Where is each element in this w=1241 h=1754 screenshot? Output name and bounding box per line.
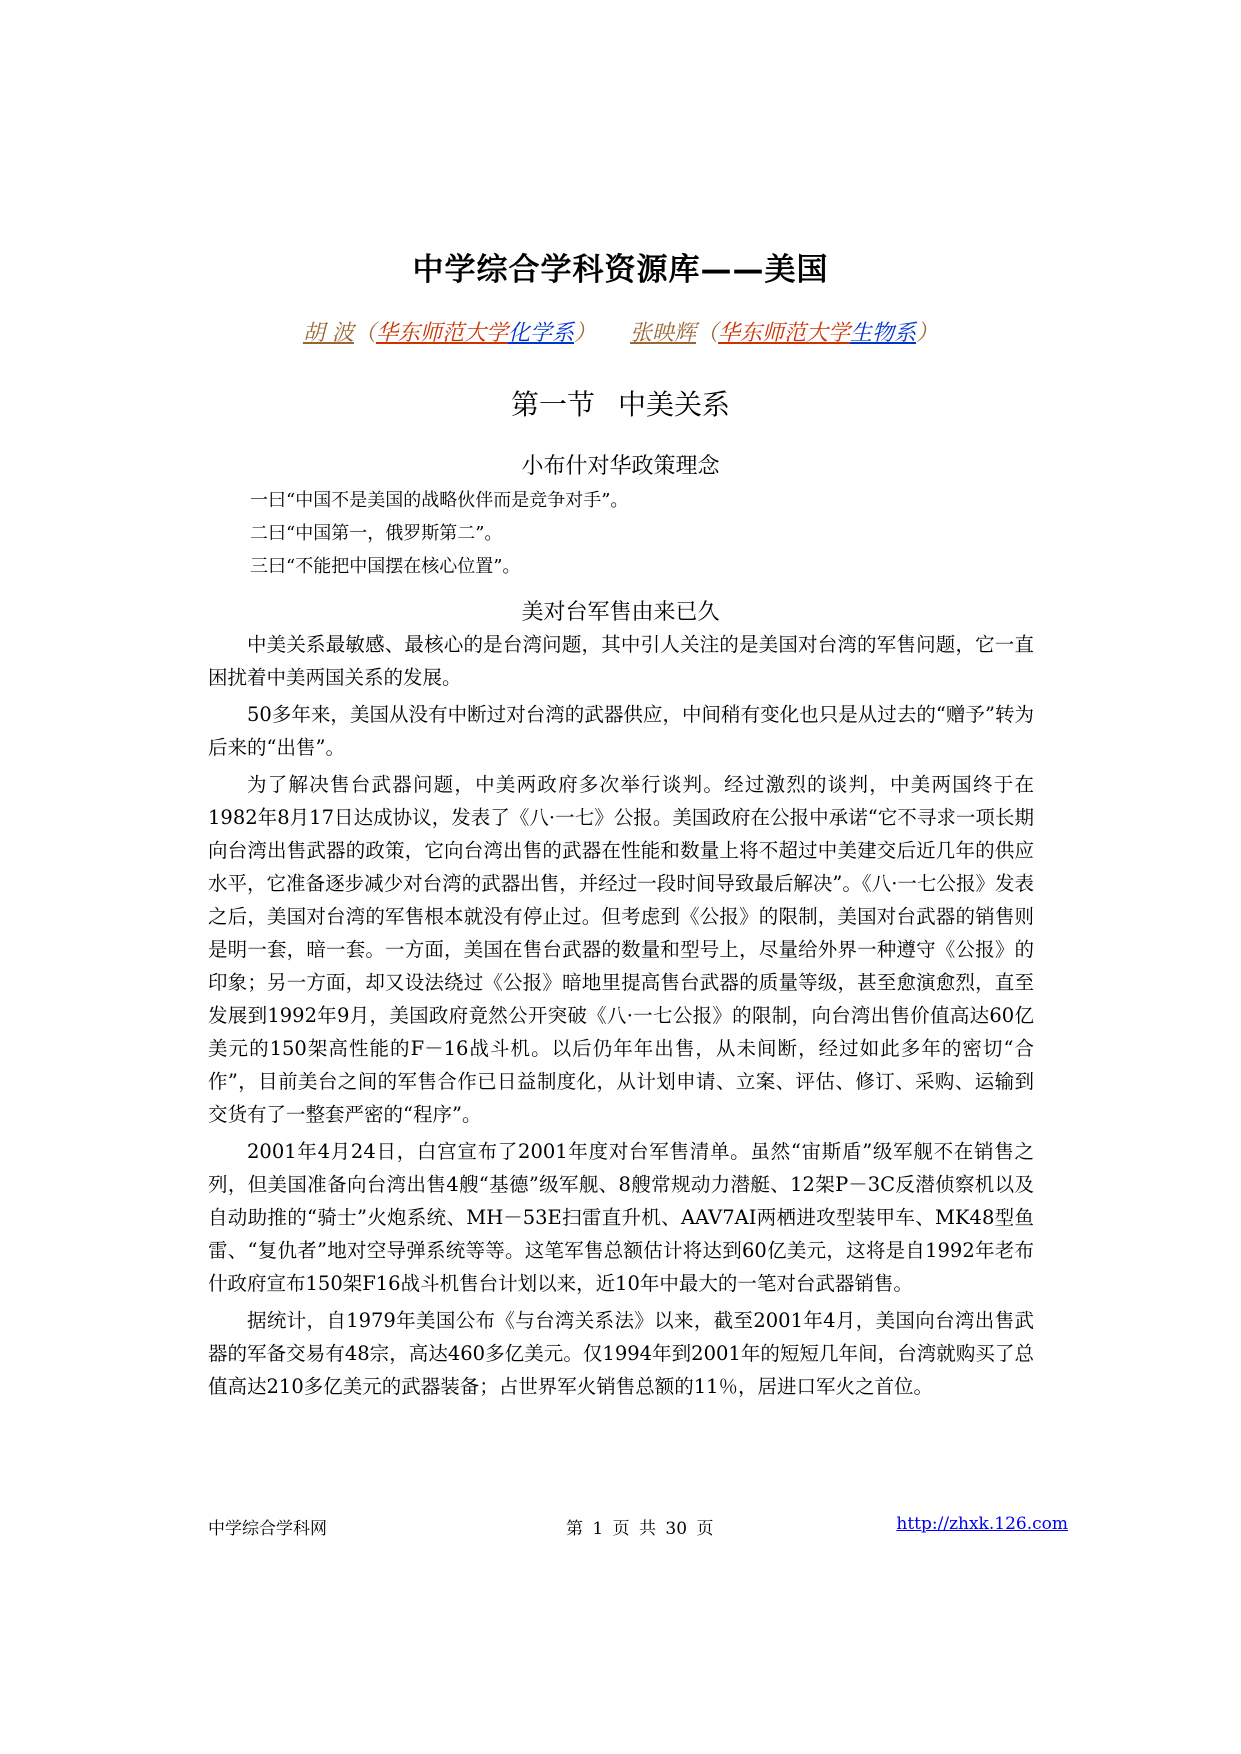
body-text bbox=[208, 628, 1034, 1407]
policy-item: 三曰“不能把中国摆在核心位置”。 bbox=[250, 556, 521, 577]
author2-name[interactable]: 张映辉 bbox=[629, 321, 696, 346]
author2-paren-open: （ bbox=[696, 321, 719, 346]
author2-organization[interactable]: 华东师范大学 bbox=[718, 321, 851, 346]
section-title: 第一节 中美关系 bbox=[511, 388, 730, 421]
paragraph: 50多年来，美国从没有中断过对台湾的武器供应，中间稍有变化也只是从过去的“赠予”转为后来的“出售”。 bbox=[208, 703, 1034, 759]
author2-paren-close: ） bbox=[916, 321, 939, 346]
footer-site-link[interactable]: http://zhxk.126.com bbox=[896, 1514, 1068, 1534]
subsection-heading-policy: 小布什对华政策理念 bbox=[521, 454, 720, 479]
policy-list bbox=[250, 484, 1050, 583]
paragraph: 2001年4月24日，白宫宣布了2001年度对台军售清单。虽然“宙斯盾”级军舰不在销售之列，但美国准备向台湾出售4艘“基德”级军舰、8艘常规动力潜艇、12架P－3C反潜侦察机以及自动助推的“骑士”火炮系统、MH－53E扫雷直升机、AAV7AI两栖进攻型装甲车、MK48型鱼雷、“复仇者”地对空导弹系统等等。这笔军售总额估计将达到60亿美元，这将是自1992年老布什政府宣布150架F16战斗机售台计划以来，近10年中最大的一笔对台武器销售。 bbox=[208, 1140, 1034, 1295]
author-line bbox=[0, 316, 1241, 347]
footer-page-number: 第 1 页 共 30 页 bbox=[566, 1519, 714, 1539]
subsection-heading-arms-sales: 美对台军售由来已久 bbox=[521, 600, 720, 625]
paragraph: 为了解决售台武器问题，中美两政府多次举行谈判。经过激烈的谈判，中美两国终于在1982年8月17日达成协议，发表了《八·一七》公报。美国政府在公报中承诺“它不寻求一项长期向台湾出售武器的政策，它向台湾出售的武器在性能和数量上将不超过中美建交后近几年的供应水平，它准备逐步减少对台湾的武器出售，并经过一段时间导致最后解决”。《八·一七公报》发表之后，美国对台湾的军售根本就没有停止过。但考虑到《公报》的限制，美国对台武器的销售则是明一套，暗一套。一方面，美国在售台武器的数量和型号上，尽量给外界一种遵守《公报》的印象；另一方面，却又设法绕过《公报》暗地里提高售台武器的质量等级，甚至愈演愈烈，直至发展到1992年9月，美国政府竟然公开突破《八·一七公报》的限制，向台湾出售价值高达60亿美元的150架高性能的F－16战斗机。以后仍年年出售，从未间断，经过如此多年的密切“合作”，目前美台之间的军售合作已日益制度化，从计划申请、立案、评估、修订、采购、运输到交货有了一整套严密的“程序”。 bbox=[208, 773, 1034, 1126]
paragraph: 据统计，自1979年美国公布《与台湾关系法》以来，截至2001年4月，美国向台湾出售武器的军备交易有48宗，高达460多亿美元。仅1994年到2001年的短短几年间，台湾就购买了总值高达210多亿美元的武器装备；占世界军火销售总额的11％，居进口军火之首位。 bbox=[208, 1309, 1034, 1398]
policy-item: 一曰“中国不是美国的战略伙伴而是竞争对手”。 bbox=[250, 490, 629, 511]
footer-site-name: 中学综合学科网 bbox=[208, 1519, 327, 1539]
paragraph: 中美关系最敏感、最核心的是台湾问题，其中引人关注的是美国对台湾的军售问题，它一直困扰着中美两国关系的发展。 bbox=[208, 633, 1034, 689]
author1-paren-open: （ bbox=[353, 321, 376, 346]
document-title: 中学综合学科资源库——美国 bbox=[412, 252, 829, 288]
author1-paren-close: ） bbox=[573, 321, 596, 346]
author1-department[interactable]: 化学系 bbox=[507, 321, 574, 346]
author1-organization[interactable]: 华东师范大学 bbox=[375, 321, 508, 346]
author1-name[interactable]: 胡 波 bbox=[302, 321, 354, 346]
author2-department[interactable]: 生物系 bbox=[850, 321, 917, 346]
page-footer bbox=[208, 1514, 1068, 1544]
policy-item: 二曰“中国第一，俄罗斯第二”。 bbox=[250, 523, 503, 544]
